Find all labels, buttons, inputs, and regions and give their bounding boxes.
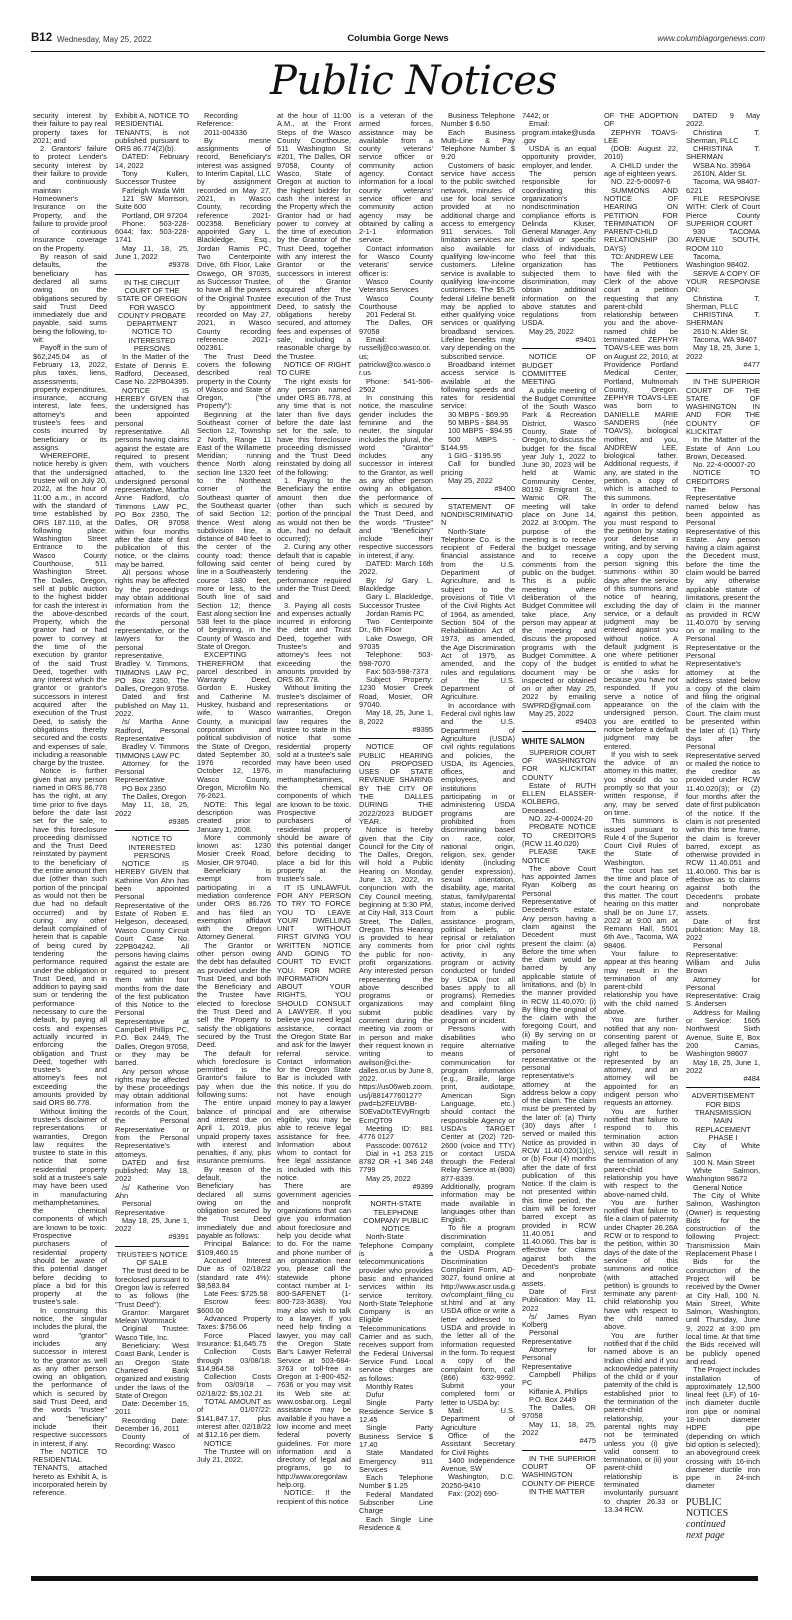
notice-paragraph: Collection Costs through 03/08/18: $14,964.58 (197, 1347, 271, 1373)
continued-next-page-note (686, 1497, 760, 1541)
notice-paragraph: Monthly Rates (366, 1381, 414, 1391)
notice-paragraph: Without limiting the trustee's disclaimer of representations or warranties, Oregon law requires the trustee to state in this notice that some residential property sold at a trustee's sale may have been used in manufacturing methamphetamines, the chemical components of which are known to be toxic. Prospective purchasers of residential property should be aware of this potential danger before deciding to place a bid for this property at the trustee's sale. (33, 1106, 107, 1307)
notice-paragraph: Exhibit A, NOTICE TO RESIDENTIAL TENANTS, is not published pursuant to ORS 86.774(2)(b). (115, 111, 189, 154)
notice-paragraph: City of White Salmon (686, 1141, 760, 1159)
notice-paragraph: Original Trustee: Wasco Title, Inc. (115, 1324, 189, 1342)
notice-paragraph: Email: russellj@co.wasco.or.us; patrickw@co.wasco.or.us (359, 335, 431, 378)
notice-paragraph: Payoff in the sum of $62,245.04 as of February 13, 2022, plus taxes, liens, assessments, property expenditures, insurance, accruing interest, late fees, attorney's and trustee's fees and costs incurred by beneficiary or its assigns. (33, 343, 107, 452)
notice-reference-number: #475 (522, 1437, 596, 1450)
notice-paragraph: Fax: (202) 690- (448, 1488, 499, 1498)
notice-paragraph: Escrow fees: $600.00 (197, 1297, 271, 1315)
notice-reference-number: #484 (686, 1075, 760, 1088)
publication-name: Columbia Gorge News (347, 33, 449, 44)
notice-paragraph: 2011-004336 (204, 127, 248, 137)
notice-paragraph: Recording Reference: (197, 111, 238, 129)
notice-paragraph: Force Placed Insurance: $1,645.75 (197, 1330, 271, 1348)
notice-paragraph: The trust deed to be foreclosed pursuant to Oregon law is referred to as follows (the "Trust Deed"): (115, 1266, 189, 1309)
notice-paragraph: OF THE ADOPTION OF (604, 111, 678, 129)
notice-paragraph: County of Recording: Wasco (115, 1432, 189, 1450)
notice-paragraph: In the Matter of the Estate of Dennis E. Radford, Deceased, Case No. 22PB04395. (115, 352, 189, 387)
notice-paragraph: Advanced Property Taxes: $756.06 (197, 1314, 271, 1332)
notice-paragraph: 7442; or (522, 111, 550, 120)
notice-paragraph: The Grantor or other person owing the debt has defaulted as provided under the Trust Deed, and both the Beneficiary and the Trustee have elected to foreclose the Trust Deed and sell the Property to satisfy the obligations secured by the Trust Deed. (197, 940, 271, 1050)
notice-paragraph: DATED: March 16th 2022. (359, 559, 433, 577)
notice-paragraph: North-State Telephone Company is a telecommunications provider who provides basic and enhanced services within its service territory. North-State Telephone Company is an Eligible Telecommunications Carrier and as such, receives support from the Federal Universal Service Fund. Local service charges are as follows: (359, 1232, 433, 1383)
notice-paragraph: May 11, 18, 25, 2022 (115, 800, 189, 818)
notice-paragraph: 2. Curing any other default that is capable of being cured by tendering the performance required under the Trust Deed; and (277, 542, 351, 602)
notice-reference-number: #9401 (522, 336, 596, 349)
notice-paragraph: Principal Balance: $109,460.15 (197, 1239, 271, 1257)
notice-paragraph: 2610N. Alder St. (693, 169, 747, 179)
notice-paragraph: Gary L. Blackledge, Successor Trustee (359, 592, 433, 610)
column-9 (686, 112, 760, 1541)
notice-heading: IN THE CIRCUIT COURT OF THE STATE OF OREGON FOR WASCO COUNTY PROBATE DEPARTMENT NOTICE TO INTERESTED PERSONS (117, 277, 187, 354)
notice-paragraph: 1 GIG - $195.95 (448, 451, 501, 461)
notice-paragraph: NOTICE IS HEREBY GIVEN that Kathrine Von Ahn has been appointed Personal Representative of the Estate of Robert E. Helgeson, deceased, Wasco County Circuit Court Case No. 22PB04242. All persons having claims against the estate are required to present them within four months from the date of the first publication of this Notice to the Personal Representative at Campbell Phillips PC, P.O. Box 2449, The Dalles, Oregon 97058, or they may be barred. (115, 859, 189, 1068)
notice-paragraph: Notice is hereby given that the City Council for the City of The Dalles, Oregon, will hold a Public Hearing on Monday, June 13, 2022, in conjunction with the City Council meeting, beginning at 5:30 PM, at City Hall, 313 Court Street, The Dalles, Oregon. This Hearing is provided to hear any comments from the public for non-profit organizations. Any interested person representing the above described programs or organizations may submit public comment during the meeting via zoom or in person and make their request known in writing to awilson@ci.the-dalles.or.us by June 8, 2022. https://us06web.zoom.us/j/88147760127?pwd=b2FEUVBB-S0EvaDIxTEVyRngrbEcmQT09 (359, 825, 433, 1125)
notice-paragraph: Estate of RUTH ELLEN ELASSER-KOLBERG, Deceased. (522, 780, 596, 815)
notice-paragraph: Attorney for the Personal Representative (115, 758, 189, 785)
column-2 (115, 112, 189, 1450)
notice-paragraph: 3. Paying all costs and expenses actually incurred in enforcing the debt and Trust Deed, together with Trustee's and attorney's fees not exceeding the amounts provided by ORS 86.778. (277, 600, 351, 685)
notice-paragraph: By reason of said defaults, the beneficiary has declared all sums owing on the obligations secured by said Trust Deed immediately due and payable, said sums being the following, to-wit: (33, 252, 107, 345)
notice-paragraph: May 18, 25, June 1, 2022 (686, 343, 760, 361)
notice-paragraph: NOTICE: If the recipient of this notice (277, 1488, 351, 1506)
notice-paragraph: You are further notified that any non-consenting parent or alleged father has the right to be represented by an attorney, and an attorney will be appointed for an indigent person who requests an attorney. (604, 1015, 678, 1108)
notice-paragraph: Business Telephone Number $ 6.50 (441, 111, 515, 129)
notice-paragraph: This summons is issued pursuant to Rule 4 of the Superior Court Civil Rules of the State of Washington. (604, 816, 678, 867)
notice-paragraph: Passcode: 007612 (366, 1140, 428, 1150)
notice-paragraph: 30 MBPS - $69.95 (448, 409, 509, 419)
notice-heading: TRUSTEE'S NOTICE OF SALE (116, 1249, 188, 1268)
notice-paragraph: Personal Representative (115, 1199, 165, 1217)
notice-paragraph: Attorney for Personal Representative (522, 1345, 596, 1371)
notice-paragraph: Each Single Line Residence & (359, 1514, 433, 1532)
notice-reference-number: #9403 (522, 718, 596, 731)
notice-paragraph: May 18, 25, June 1, 2022 (686, 1057, 760, 1075)
notice-paragraph: Collection Costs from 03/09/18 – 02/18/22: $5,102.21 (197, 1372, 271, 1398)
notice-paragraph: By reason of the default, the Beneficiary has declared all sums owing on the obligation secured by the Trust Deed immediately due and payable as follows: (197, 1164, 271, 1241)
notice-paragraph: Telephone: 503-598-7070 (359, 650, 433, 668)
notice-reference-number: #477 (686, 361, 760, 374)
notice-paragraph: IT IS UNLAWFUL FOR ANY PERSON TO TRY TO FORCE YOU TO LEAVE YOUR DWELLING UNIT WITHOUT FIRST GIVING YOU WRITTEN NOTICE AND GOING TO COURT TO EVICT YOU. FOR MORE INFORMATION ABOUT YOUR RIGHTS, YOU SHOULD CONSULT A LAWYER. If you believe you need legal assistance, contact the Oregon State Bar and ask for the lawyer referral service. Contact information for the Oregon State Bar is included with this notice. If you do not have enough money to pay a lawyer and are otherwise eligible, you may be able to receive legal assistance for free. Information about whom to contact for free legal assistance is included with this notice. (277, 882, 351, 1182)
notice-paragraph: State Mandated Emergency 911 Services (359, 1448, 433, 1474)
notice-paragraph: NO. 22-4-00024-20 (529, 814, 593, 824)
notice-paragraph: Fax: 503-598-7373 (366, 666, 429, 676)
notice-paragraph: Late Fees: $725.58 (204, 1289, 268, 1299)
notice-paragraph: Two Centerpointe Dr., 6th Floor (359, 617, 433, 635)
notice-paragraph: May 11, 18, 25, June 1, 2022 (115, 243, 189, 262)
notice-paragraph: North-State Telephone Co. is the recipient of Federal financial assistance from the U.S. Department of Agriculture, and is subject to the provisions of Title VI of the Civil Rights Act of 1964, as amended, Section 504 of the Rehabilitation Act of 1973, as amended, the Age Discrimination Act of 1975, as amended, and the rules and regulations of the U.S. Department of Agriculture. (441, 526, 515, 702)
notice-paragraph: The NOTICE TO RESIDENTIAL TENANTS, attached hereto as Exhibit A, is incorporated herein by reference. (33, 1446, 107, 1498)
notice-reference-number: #9399 (359, 1183, 433, 1196)
notice-paragraph: May 18, 25, June 1, 2022 (115, 1215, 189, 1234)
notice-paragraph: No. 22-4-00007-20 (693, 460, 756, 470)
notice-paragraph: is a veteran of the armed forces, assistance may be available from a county veterans' service officer or community action agency. Contact information for a local county veterans' service officer and community action agency may be obtained by calling a 2-1-1 information service. (359, 111, 433, 245)
notice-paragraph: Beneficiary: West Coast Bank, Lender is an Oregon State Chartered Bank organized and existing under the laws of the State of Oregon (115, 1341, 189, 1400)
notice-paragraph: 2. Grantors' failure to protect Lender's security interest by their failure to provide and continuously maintain Homeowner's Insurance on the Property, and the failure to provide proof of continuous insurance coverage on the Property. (33, 144, 107, 253)
notice-paragraph: The City of White Salmon, Washington (Owner) is requesting Bids for the construction of the following Project: Transmission Main Replacement Phase I (686, 1191, 760, 1259)
continued-label: PUBLIC NOTICES (686, 1496, 729, 1519)
notice-paragraph: All persons whose rights may be affected by the proceedings may obtain additional information from the records of the court, the personal representative, or the lawyers for the personal representative, Bradley V. Timmons, TIMMONS LAW PC, PO Box 2350, The Dalles, Oregon 97058. (115, 568, 189, 694)
notice-paragraph: NOTE: This legal description was created prior to January 1, 2008. (197, 799, 271, 834)
notice-paragraph: You are further notified that failure to respond to this termination action within 30 days of service will result in the termination of any parent-child relationship you have with respect to the above-named child. (604, 1106, 678, 1199)
website-url[interactable]: www.columbiagorgenews.com (657, 34, 765, 43)
notice-paragraph: Mail: U.S. Department of Agriculture (441, 1406, 515, 1432)
notice-paragraph: Wasco County Courthouse (359, 293, 433, 311)
notice-paragraph: More commonly known as: 1230 Mosier Creek Road, Mosier, OR 97040. (197, 832, 271, 867)
notice-paragraph: You are further notified that if the child named above is an Indian child and if you acknowledge paternity of the child or if your paternity of the child is established prior to the termination of the parent-child relationship, your parental rights may not be terminated unless you (i) give valid consent to termination, or (ii) your parent-child relationship is terminated involuntarily pursuant to chapter 26.33 or 13.34 RCW. (604, 1330, 678, 1514)
notice-paragraph: The Dalles, OR 97058 (522, 1403, 596, 1421)
notice-reference-number: #9400 (441, 485, 515, 498)
column-5 (359, 112, 433, 1532)
notice-paragraph: The Petitioners have filed with the Clerk of the above court a petition requesting that any parent-child relationship between you and the above-named child be terminated. ZEPHYR TOAVS-LEE was born on August 22, 2010, at Providence Portland Medical Center, Portland, Multnomah County, Oregon. ZEPHYR TOAVS-LEE was born to DANIELLE MARIE SANDERS (née TOAVS), biological mother, and you, ANDREW LEE, biological father. Additional requests, if any, are stated in the petition, a copy of which is attached to this summons. (604, 260, 678, 502)
notice-paragraph: SUPERIOR COURT OF WASHINGTON FOR KLICKITAT COUNTY (522, 747, 596, 782)
notice-paragraph: /s/ Martha Anne Radford, Personal Representative (115, 717, 189, 743)
notice-reference-number: #9395 (359, 726, 433, 739)
notice-reference-number: #9391 (115, 1233, 189, 1246)
notice-paragraph: TO: ANDREW LEE (611, 252, 674, 262)
issue-date: Wednesday, May 25, 2022 (57, 35, 152, 44)
notice-paragraph: May 25, 2022 (529, 709, 574, 719)
notice-paragraph: If you wish to seek the advice of an attorney in this matter, you should do so promptly so that your written response, if any, may be served on time. (604, 749, 678, 817)
notice-paragraph: FILE RESPONSE WITH: Clerk of Court Pierce County SUPERIOR COURT (686, 193, 760, 228)
notice-reference-number: #9378 (115, 261, 189, 274)
notice-paragraph: ZEPHYR TOAVS-LEE (604, 127, 678, 145)
notice-paragraph: CHRISTINA T. SHERMAN (686, 144, 760, 162)
notice-paragraph: at the hour of 11:00 A.M., at the Front Steps of the Wasco County Courthouse, 511 Washington St #201, The Dalles, OR 97058, County of Wasco, State of Oregon at auction to the highest bidder for cash the interest in the Property which the Grantor had or had power to convey at the time of execution by the Grantor of the Trust Deed, together with any interest the Grantor or the successors in interest of the Grantor acquired after the execution of the Trust Deed, to satisfy the obligations hereby secured, and attorney fees and expenses of sale, including a reasonable charge by the Trustee. (277, 111, 351, 361)
section-label: WHITE SALMON (522, 736, 585, 746)
page-number: B12 (31, 32, 53, 44)
notice-heading: NOTICE TO INTERESTED PERSONS (128, 834, 176, 860)
notice-paragraph: SERVE A COPY OF YOUR RESPONSE ON: (686, 268, 760, 295)
notice-paragraph: 500 MBPS - $144.95 (441, 434, 515, 452)
notice-paragraph: By: /s/ Gary L. Blackledge (359, 575, 433, 593)
notice-paragraph: Each Business Multi-Line & Pay Telephone Number $ 9.20 (441, 127, 515, 162)
column-1 (33, 112, 107, 1498)
notice-paragraph: Lake Oswego, OR 97035 (359, 633, 433, 651)
notice-paragraph: Persons with disabilities who require alternative means of communication for program information (e.g., Braille, large print, audiotape, American Sign Language, etc.) should contact the responsible Agency or USDA's TARGET Center at (202) 720-2600 (voice and TTY) or contact USDA through the Federal Relay Service at (800) 877-8339. Additionally, program information may be made available in languages other than English. (441, 1024, 515, 1225)
notice-paragraph: The Dalles, OR 97058 (359, 318, 433, 336)
notice-paragraph: TOTAL AMOUNT as of 01/07/22: $141,847.17, plus interest after 02/18/22 at $12.16 per diem. (197, 1397, 271, 1440)
notice-paragraph: Each Telephone Number $ 1.25 (359, 1473, 433, 1491)
notice-paragraph: Broadband internet access service is available at the following speeds and rates for residential service: (441, 359, 515, 411)
notice-paragraph: Dial in +1 253 215 8782 OR +1 346 248 7799 (359, 1148, 433, 1175)
notice-paragraph: Dufur (366, 1390, 385, 1400)
notice-paragraph: NOTICE OF BUDGET COMMITTEE MEETING (522, 352, 596, 387)
continued-label: continued (686, 1518, 726, 1530)
notice-paragraph: Dated and first published on May 11, 2022. (115, 692, 189, 719)
notice-paragraph: 1400 Independence Avenue, SW (441, 1455, 515, 1474)
notice-paragraph: Christina T. Sherman, PLLC (686, 127, 760, 145)
notice-paragraph: The court has set the time and place of the court hearing on this matter. The court hearing on this matter shall be on June 17, 2022 at 9:00 am at Remann Hall, 5501 6th Ave., Tacoma, WA 98406. (604, 866, 678, 950)
notice-paragraph: USDA is an equal opportunity provider, employer, and lender. (522, 144, 596, 170)
notice-paragraph: Phone: 503-228-6044; fax: 503-228-1741 (115, 218, 189, 245)
notice-paragraph: Washington, D.C. 20250-9410 (441, 1472, 515, 1490)
notice-paragraph: IN THE SUPERIOR COURT OF WASHINGTON COUNTY OF PIERCE (522, 1453, 596, 1488)
notice-paragraph: Office of the Assistant Secretary for Civil Rights (441, 1430, 515, 1457)
notice-paragraph: Customers of basic service have access to the public switched network, minutes of use for local service provided at no additional charge and access to emergency 911 services. Toll limitation services are also available for qualifying low-income customers. Lifeline service is available to qualifying low-income customers. The $5.25 federal Lifeline benefit may be applied to either qualifying voice services or qualifying broadband services. Lifeline benefits may vary depending on the subscribed service. (441, 160, 515, 361)
notice-paragraph: 100 N. Main Street (693, 1157, 755, 1167)
notice-paragraph: The default for which foreclosure is permitted is the Grantor's failure to pay when due the following sums: (197, 1048, 271, 1100)
notice-paragraph: 50 MBPS - $84.95 (448, 417, 509, 427)
notice-paragraph: 121 SW Morrison, Suite 600 (115, 193, 189, 212)
notice-paragraph: White Salmon, Washington 98672 (686, 1166, 760, 1184)
notice-paragraph: In construing this notice, the masculine gender includes the feminine and the neuter, the singular includes the plural, the word "Grantor" includes any successor in interest to the Grantor, as well as any other person owing an obligation, the performance of which is secured by the Trust Deed, and the words "Trustee" and "Beneficiary" include their respective successors in interest, if any. (359, 393, 433, 560)
notice-paragraph: Meeting ID: 881 4776 0127 (359, 1123, 433, 1142)
notice-paragraph: In accordance with Federal civil rights law and the U.S. Department of Agriculture (USDA) civil rights regulations and policies, the USDA, its Agencies, offices, and employees, and institutions participating in or administering USDA programs are prohibited from discriminating based on race, color, national origin, religion, sex, gender identity (including gender expression), sexual orientation, disability, age, marital status, family/parental status, income derived from a public assistance program, political beliefs, or reprisal or retaliation for prior civil rights activity, in any program or activity conducted or funded by USDA (not all bases apply to all programs). Remedies and complaint filing deadlines vary by program or incident. (441, 700, 515, 1026)
notice-paragraph: Personal Representative (522, 1328, 572, 1346)
notice-paragraph: /s/ James Ryan Kolberg (522, 1311, 596, 1330)
notice-paragraph: The Personal Representative named below has been appointed as Personal Representative of this Estate. Any person having a claim against the Decedent must, before the time the claim would be barred by any otherwise applicable statute of limitations, present the claim in the manner as provided in RCW 11.40.070 by serving on or mailing to the Personal Representative or the Personal Representative's attorney at the address stated below a copy of the claim and filing the original of the claim with the Court. The claim must be presented within the later of: (1) Thirty days after the Personal Representative served or mailed the notice to the creditor as provided under RCW 11.40.020(3); or (2) four months after the date of first publication of the notice. If the claim is not presented within this time frame, the claim is forever barred, except as otherwise provided in RCW 11.40.051 and 11.40.060. This bar is effective as to claims against both the Decedent's probate and nonprobate assets. (686, 485, 760, 918)
notice-paragraph: PO Box 2350 (122, 783, 166, 793)
column-4 (277, 112, 351, 1506)
notice-paragraph: To file a program discrimination complaint, complete the USDA Program Discrimination Complaint Form, AD-3027, found online at http://www.ascr.usda.gov/complaint_filing_cust.html and at any USDA office or write a letter addressed to USDA and provide in the letter all of the information requested in the form. To request a copy of the complaint form, call (866) 632-9992. Submit your completed form or letter to USDA by: (441, 1223, 515, 1407)
notice-heading: NORTH-STATE TELEPHONE COMPANY PUBLIC NOTICE (363, 1199, 429, 1234)
notice-paragraph: SUMMONS AND NOTICE OF HEARING ON PETITION FOR TERMINATION OF PARENT-CHILD RELATIONSHIP (30 DAYS) (604, 185, 678, 253)
footer-rule (31, 1576, 758, 1581)
notice-paragraph: Date of First Publication: May 11, 2022 (522, 1286, 596, 1313)
notice-paragraph: /s/ Katherine Von Ahn (115, 1182, 189, 1200)
notice-paragraph: 201 Federal St. (366, 310, 417, 320)
notice-paragraph: The Project includes installation of approximately 12,500 lineal feet (LF) of 16-inch diameter ductile iron pipe or nominal 18-inch diameter HDPE pipe (depending on which bid option is selected); an aboveground creek crossing with 16-inch diameter ductile iron pipe in 24-inch diameter (686, 1365, 760, 1491)
notice-paragraph: Tacoma, Washington 98402. (686, 252, 750, 270)
notice-paragraph: 100 MBPS - $94.95 (448, 426, 513, 436)
notice-paragraph: WSBA No. 35964 (693, 160, 751, 170)
notice-paragraph: Federal Mandated Subscriber Line Charge (359, 1489, 433, 1516)
notice-paragraph: Accrued Interest Due as of 02/18/22 (standard rate 4%): $8,583.84 (197, 1255, 271, 1290)
notice-paragraph: General Notice (693, 1182, 743, 1192)
notice-paragraph: NOTICE OF RIGHT TO CURE (277, 359, 351, 378)
notice-paragraph: Bradley V. Timmons TIMMONS LAW PC (115, 742, 189, 760)
notice-paragraph: A public meeting of the Budget Committee of the South Wasco Park & Recreation District, Wasco County, State of Oregon, to discuss the budget for the fiscal year July 1, 2022 to June 30, 2023 will be held at Wamic Community Center, 80192 Emigrant St., Wamic OR. The meeting will take place on June 14, 2022 at 3:00pm. The purpose of the meeting is to receive the budget message and to receive comments from the public on the budget. This is a public meeting where deliberation of the Budget Committee will take place. Any person may appear at the meeting and discuss the proposed programs with the Budget Committee. A copy of the budget document may be inspected or obtained on or after May 25, 2022 by emailing SWPRD@gmail.com (522, 385, 596, 710)
notice-paragraph: Jordan Ramis PC (366, 608, 424, 618)
notice-paragraph: In order to defend against this petition, you must respond to the petition by stating your defense in writing, and by serving a copy upon the person signing this summons within 30 days after the service of this summons and notice of hearing, excluding the day of service, or a default judgment may be entered against you without notice. A default judgment is one where petitioner is entitled to what he or she asks for because you have not responded. If you serve a notice of appearance on the undersigned person, you are entitled to notice before a default judgment may be entered. (604, 500, 678, 751)
notice-paragraph: Your failure to appear at this hearing may result in the termination of any parent-child relationship you have with the child named above. (604, 948, 678, 1017)
notice-paragraph: 1. Paying to the Beneficiary the entire amount then due (other than such portion of the principal as would not then be due, had no default occurred); (277, 476, 351, 544)
notice-paragraph: Beginning at the Southeast corner of Section 12, Township 2 North, Range 11 East of the Willamette Meridian; running thence North along section line 1320 feet to the Northeast corner of the Southeast quarter of the Southeast quarter of said Section 12; thence West along subdivision line, a distance of 840 feet to the center of the county road; thence following said center line in a Southeasterly course 1380 feet, more or less, to the South line of said Section 12; thence East along section line 538 feet to the place of beginning, in the County of Wasco and State of Oregon. (197, 409, 271, 651)
notice-paragraph: Farleigh Wada Witt (122, 185, 185, 195)
notice-paragraph: NOTICE IS HEREBY GIVEN that the undersigned has been appointed personal representative. All persons having claims against the estate are required to present them, with vouchers attached, to the undersigned personal representative, Martha Anne Radford, c/o Timmons LAW PC, PO Box 2350, The Dalles, OR 97058 within four months after the date of first publication of this notice, or the claims may be barred. (115, 385, 189, 569)
notice-paragraph: NOTICE OF PUBLIC HEARING ON PROPOSED USES OF STATE REVENUE SHARING BY THE CITY OF THE DALLES DURING THE 2022/2023 BUDGET YEAR. (359, 742, 433, 826)
notice-paragraph: Campbell Phillips PC (522, 1369, 596, 1388)
notice-heading: ADVERTISEMENT FOR BIDS TRANSMISSION MAIN REPLACEMENT PHASE I (691, 1091, 755, 1142)
notice-paragraph: You are further notified that failure to file a claim of paternity under Chapter 26.26A RCW or to respond to the petition, within 30 days of the date of the service of this summons and notice (with attached petition) is grounds to terminate any parent-child relationship you have with respect to the child named above. (604, 1197, 678, 1332)
notice-paragraph: (DOB: August 22, 2010) (604, 144, 678, 162)
notice-paragraph: May 18, 25, June 1, 8, 2022 (359, 708, 433, 726)
notice-paragraph: DATED 9 May 2022. (686, 111, 760, 129)
notice-paragraph: NOTICE TO CREDITORS (686, 468, 760, 486)
notice-paragraph: Email: program.intake@usda.gov (522, 119, 595, 145)
notice-paragraph: PROBATE NOTICE TO CREDITORS (RCW 11.40.020) (522, 822, 596, 848)
notice-paragraph: IN THE MATTER (529, 1486, 585, 1496)
notice-paragraph: DATED and first published: May 18, 2022 (115, 1157, 189, 1184)
column-3 (197, 112, 271, 1464)
notice-paragraph: Subject Property: 1230 Mosier Creek Road, Mosier, OR 97040. (359, 675, 433, 710)
column-8 (604, 112, 678, 1514)
notice-paragraph: Notice is further given that any person named in ORS 86.778 has the right, at any time prior to five days before the date last set for the sale, to have this foreclosure proceeding dismissed and the Trust Deed reinstated by payment to the beneficiary of the entire amount then due (other than such portion of the principal as would not then be due had no default occurred) and by curing any other default complained of herein that is capable of being cured by tendering the performance required under the obligation or Trust Deed, and in addition to paying said sum or tendering the performance necessary to cure the default, by paying all costs and expenses actually incurred in enforcing the obligation and Trust Deed, together with trustee's and attorney's fees not exceeding the amounts provided by said ORS 86.778. (33, 766, 107, 1108)
notice-paragraph: Kiffanie A. Phillips (529, 1386, 588, 1396)
notice-paragraph: Wasco County Veterans Services (359, 276, 433, 295)
notice-paragraph: P.O. Box 2449 (529, 1394, 577, 1404)
notice-paragraph: Personal Representative: William and Julia Brown (686, 941, 760, 976)
notice-paragraph: Tacoma, WA 98407-6221 (686, 177, 760, 195)
column-6 (441, 112, 515, 1498)
notice-paragraph: Christina T. Sherman, PLLC (686, 293, 760, 311)
notice-paragraph: Date: December 15, 2011 (115, 1399, 189, 1417)
column-7 (522, 112, 596, 1496)
section-title: Public Notices (270, 58, 557, 104)
notice-paragraph: The right exists for any person named under ORS 86.778, at any time that is not later than five days before the date last set for the sale, to have this foreclosure proceeding dismissed and the Trust Deed reinstated by doing all of the following: (277, 376, 351, 477)
notice-paragraph: Bids for the construction of the Project will be received by the Owner at City Hall, 100 N. Main Street, White Salmon, Washington, until Thursday, June 9, 2022 at 3:00 pm local time. At that time the Bids received will be publicly opened and read. (686, 1257, 760, 1366)
notice-paragraph: DATED: February 14, 2022 (115, 152, 189, 170)
notice-paragraph: The Trustee will on July 21, 2022, (197, 1446, 271, 1465)
notice-paragraph: Call for bundled pricing (441, 459, 515, 477)
notice-paragraph: The above Court has appointed James Ryan Kolberg as Personal Representative of Decedent's estate. Any person having a claim against the Decedent must present the claim: (a) Before the time when the claim would be barred by any applicable statute of limitations, and (b) In the manner provided in RCW 11.40.070: (i) By filing the original of the claim with the foregoing Court, and (ii) By serving on or mailing to the personal representative or the personal representative's attorney at the address below a copy of the claim. The claim must be presented by the later of: (a) Thirty (30) days after I served or mailed this Notice as provided in RCW 11.40.020(1)(c), or (b) Four (4) months after the date of first publication of this Notice. If the claim is not presented within this time period, the claim will be forever barred except as provided in RCW 11.40.051 and 11.40.060. This bar is effective for claims against both the Decedent's probate and nonprobate assets. (522, 863, 596, 1288)
notice-paragraph: In the Matter of the Estate of Ann Lou Brown, Deceased. (686, 435, 760, 461)
notice-paragraph: The entire unpaid balance of principal and interest due on April 1, 2019, plus unpaid property taxes with interest and penalties, if any, plus insurance premiums. (197, 1098, 271, 1166)
notice-paragraph: NO. 22-5-00097-6 (611, 177, 671, 187)
page-header (31, 32, 765, 52)
notice-paragraph: Phone: 541-506-2502 (359, 376, 433, 394)
notice-paragraph: Date of first publication: May 18, 2022 (686, 916, 760, 943)
notice-paragraph: EXCEPTING THEREFROM that parcel described in Warranty Deed, Gordon E. Huskey and Catherine M. Huskey, husband and wife, to Wasco County, a municipal corporation and political subdivision of the State of Oregon, dated September 30, 1976 recorded October 12, 1976, Wasco County, Oregon, Microfilm No. 76-2621. (197, 650, 271, 801)
notice-paragraph: May 25, 2022 (366, 1173, 411, 1183)
notice-paragraph: Any person whose rights may be affected by these proceedings may obtain additional information from the records of the Court, the Personal Representative or from the Personal Representative's attorneys. (115, 1066, 189, 1159)
notice-paragraph: There are government agencies and nonprofit organizations that can give you information about foreclosure and help you decide what to do. For the name and phone number of an organization near you, please call the statewide phone contact number at 1-800-SAFENET (1-800-723-3638). You may also wish to talk to a lawyer. If you need help finding a lawyer, you may call the Oregon State Bar's Lawyer Referral Service at 503-684-3763 or toll-free in Oregon at 1-800-452-7636 or you may visit its Web site at: www.osbar.org. Legal assistance may be available if you have a low income and meet federal poverty guidelines. For more information and a directory of legal aid programs, go to http://www.oregonlawhelp.org. (277, 1181, 351, 1489)
notice-paragraph: The person responsible for coordinating this organization's nondiscrimination compliance efforts is Delinda Kluser, General Manager. Any individual or specific class of individuals, who feel that this organization has subjected them to discrimination, may obtain additional information on the above statutes and regulations from USDA. (522, 169, 596, 328)
notice-paragraph: In construing this notice, the singular includes the plural, the word "grantor" includes any successor in interest to the grantor as well as any other person owing an obligation, the performance of which is secured by said Trust Deed, and the words "trustee" and "beneficiary" include their respective successors in interest, if any. (33, 1305, 107, 1448)
notice-paragraph: Recording Date: December 16, 2011 (115, 1415, 189, 1434)
notice-paragraph: Contact information for Wasco County veterans' service officer is: (359, 243, 433, 278)
notice-paragraph: NOTICE (204, 1438, 232, 1448)
notice-paragraph: STATEMENT OF NONDISCRIMINATION (441, 501, 515, 528)
notice-paragraph: Grantor: Margaret Melean Wommack (115, 1307, 189, 1326)
notice-paragraph: The Dalles, Oregon (122, 792, 187, 802)
notice-paragraph: Portland, OR 97204 (122, 210, 188, 220)
notice-paragraph: security interest by their failure to pay real property taxes for 2021; and (33, 111, 107, 145)
notice-reference-number: #9385 (115, 818, 189, 831)
continued-label: next page (686, 1529, 725, 1541)
notice-paragraph: Single Party Residence Service $ 12.45 (359, 1398, 433, 1425)
notice-paragraph: CHRISTINA T. SHERMAN (686, 310, 760, 328)
notice-paragraph: Tacoma, WA 98407 (693, 335, 757, 345)
notice-paragraph: Attorney for Personal Representative: Craig S. Andersen (686, 974, 760, 1009)
notice-paragraph: Single Party Business Service $ 17.40 (359, 1423, 433, 1449)
notice-paragraph: IN THE SUPERIOR COURT OF THE STATE OF WASHINGTON IN AND FOR THE COUNTY OF KLICKITAT (686, 377, 760, 436)
notice-paragraph: Without limiting the trustee's disclaimer of representations or warranties, Oregon law requires the trustee to state in this notice that some residential property sold at a trustee's sale may have been used in manufacturing methamphetamines, the chemical components of which are known to be toxic. Prospective purchasers of residential property should be aware of this potential danger before deciding to place a bid for this property at the trustee's sale. (277, 683, 351, 884)
notice-paragraph: Tony Kullen, Successor Trustee (115, 169, 189, 187)
notice-paragraph: Beneficiary is exempt from participating in a mediation conference under ORS 86.726 and has filed an exemption affidavit with the Oregon Attorney General. (197, 866, 271, 942)
notice-paragraph: 930 TACOMA AVENUE SOUTH, ROOM 110 (686, 227, 760, 253)
notice-paragraph: May 25, 2022 (448, 476, 493, 486)
notice-paragraph: WHEREFORE, notice hereby is given that the undersigned trustee will on July 20, 2022, at the hour of 11:00 a.m., in accord with the standard of time established by ORS 187.110, at the following place: Washington Street Entrance to the Wasco County Courthouse, 511 Washington Street, The Dalles, Oregon, sell at public auction to the highest bidder for cash the interest in the above-described Property, which the grantor had or had power to convey at the time of the execution by grantor of the said Trust Deed, together with any interest which the grantor or grantor's successors in interest acquired after the execution of the Trust Deed, to satisfy the obligations thereby secured and the costs and expenses of sale, including a reasonable charge by the trustee. (33, 451, 107, 768)
notice-paragraph: May 25, 2022 (529, 326, 574, 336)
notice-paragraph: PLEASE TAKE NOTICE (522, 847, 596, 865)
notice-paragraph: 2610 N. Alder St. (693, 326, 749, 336)
notice-paragraph: Address for Mailing or Service: 1605 Northwest Sixth Avenue, Suite E, Box 200 Camas, Washington 98607 (686, 1007, 760, 1059)
notice-paragraph: By mesne assignments of record, Beneficiary's interest was assigned to Interim Capital, LLC by assignment recorded on May 27, 2021, in Wasco County, recording reference 2021-002358. Beneficiary appointed Gary L. Blackledge, Esq., Jordan Ramis PC, Two Centerpointe Drive, 6th Floor, Lake Oswego, OR 97035, as Successor Trustee, to have all the powers of the Original Trustee by appointment recorded on May 27, 2021, in Wasco County recording reference 2021-002361. (197, 135, 271, 353)
notice-paragraph: May 11, 18, 25, 2022 (522, 1419, 596, 1438)
notice-paragraph: The Trust Deed covers the following described real property in the County of Wasco and State of Oregon, ("the Property"): (197, 351, 271, 411)
notice-paragraph: A CHILD under the age of eighteen years. (604, 160, 678, 179)
